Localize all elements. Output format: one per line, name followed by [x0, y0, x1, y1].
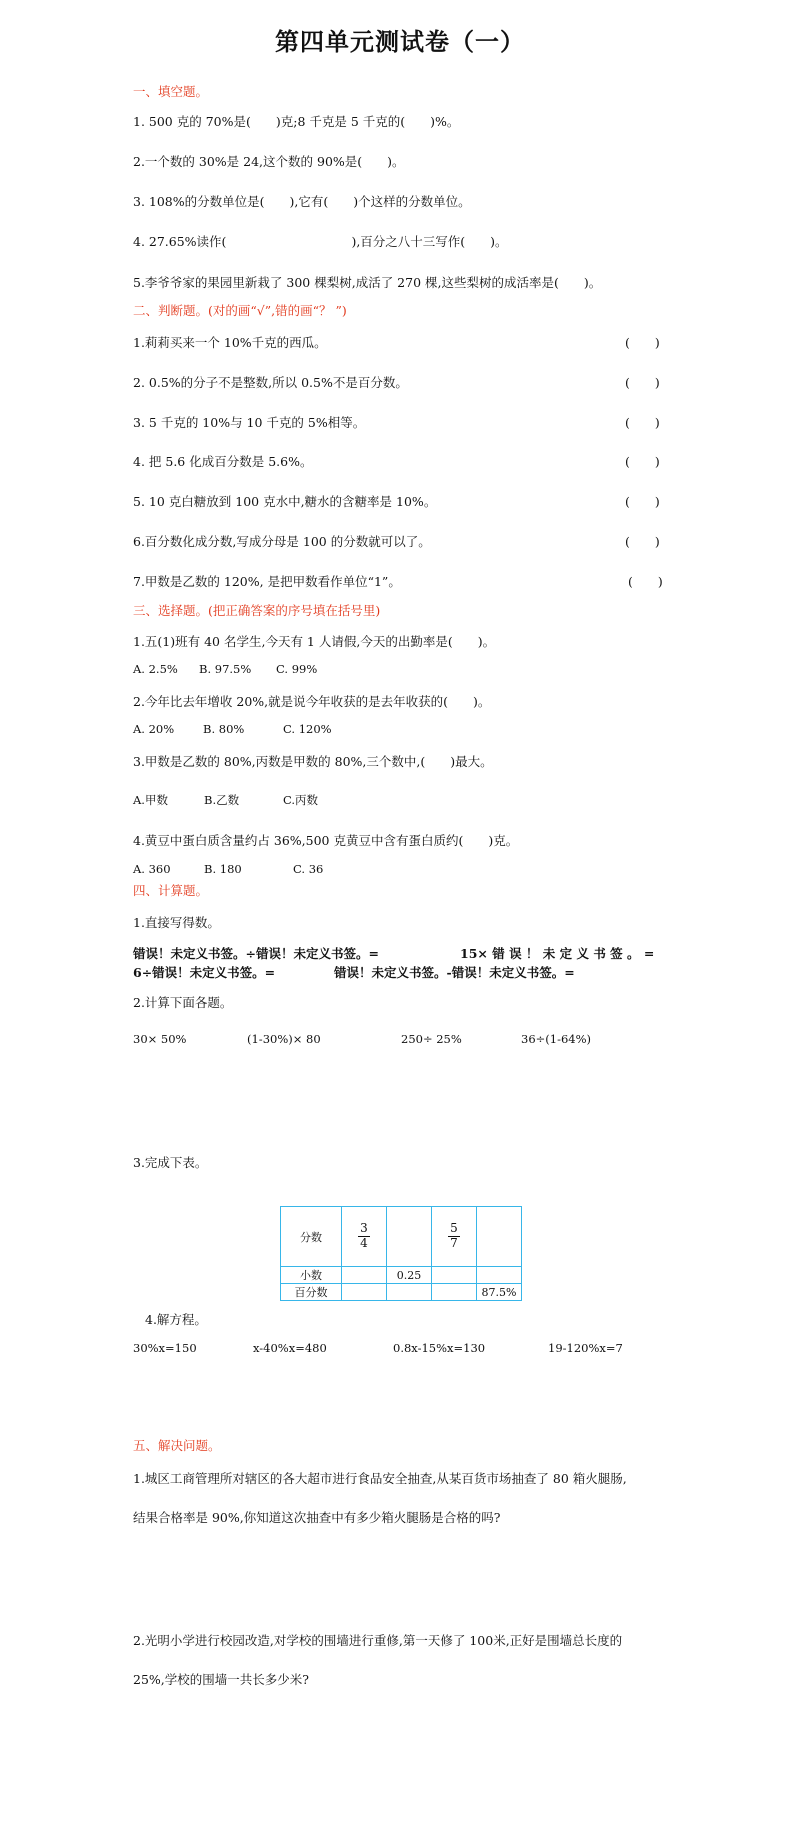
- page-title: 第四单元测试卷（一）: [275, 27, 525, 56]
- section-heading-problems: 五、解决问题。: [133, 1438, 221, 1453]
- fill-question-1: 1. 500 克的 70%是( )克;8 千克是 5 千克的( )%。: [133, 114, 460, 129]
- equation-1: 30%x=150: [133, 1341, 197, 1355]
- fraction-denominator: 7: [450, 1236, 458, 1250]
- judge-answer-bracket-1: ( ): [625, 335, 660, 350]
- calc-expression-4: 36÷(1-64%): [521, 1032, 592, 1046]
- calc-expression-2: (1-30%)× 80: [247, 1032, 321, 1046]
- judge-question-2: 2. 0.5%的分子不是整数,所以 0.5%不是百分数。: [133, 375, 408, 390]
- judge-question-7: 7.甲数是乙数的 120%, 是把甲数看作单位“1”。: [133, 574, 401, 589]
- choice-option-1a: A. 2.5%: [133, 662, 178, 676]
- fraction-denominator: 4: [360, 1236, 368, 1250]
- choice-option-4a: A. 360: [133, 862, 171, 876]
- table-cell: [342, 1207, 387, 1267]
- error-bookmark-text: 错误！未定义书签。-错误！未定义书签。=: [334, 965, 575, 980]
- judge-question-3: 3. 5 千克的 10%与 10 千克的 5%相等。: [133, 415, 366, 430]
- fill-question-3: 3. 108%的分数单位是( ),它有( )个这样的分数单位。: [133, 194, 471, 209]
- fill-question-4: 4. 27.65%读作( ),百分之八十三写作( )。: [133, 234, 508, 249]
- problem-1-line-1: 1.城区工商管理所对辖区的各大超市进行食品安全抽查,从某百货市场抽查了 80 箱火腿肠,: [133, 1471, 627, 1486]
- choice-option-2a: A. 20%: [133, 722, 175, 736]
- section-heading-judge: 二、判断题。(对的画“√”,错的画“？ ”): [133, 303, 347, 318]
- table-cell: [432, 1284, 477, 1301]
- table-cell: [432, 1207, 477, 1267]
- calc-question-4: 4.解方程。: [145, 1312, 207, 1327]
- section-heading-calc: 四、计算题。: [133, 883, 209, 898]
- table-cell: [477, 1267, 522, 1284]
- row-label-fraction: 分数: [281, 1207, 342, 1267]
- conversion-table: [280, 1206, 522, 1301]
- problem-1-line-2: 结果合格率是 90%,你知道这次抽查中有多少箱火腿肠是合格的吗?: [133, 1510, 501, 1525]
- table-row: [281, 1207, 522, 1267]
- table-cell: 87.5%: [477, 1284, 522, 1301]
- choice-option-3a: A.甲数: [133, 793, 168, 807]
- judge-answer-bracket-4: ( ): [625, 454, 660, 469]
- error-bookmark-text: 15× 错 误 ！ 未 定 义 书 签 。 =: [460, 946, 655, 961]
- choice-option-4c: C. 36: [293, 862, 324, 876]
- fill-question-5: 5.李爷爷家的果园里新栽了 300 棵梨树,成活了 270 棵,这些梨树的成活率是( )。: [133, 275, 602, 290]
- calc-question-1: 1.直接写得数。: [133, 915, 220, 930]
- equation-4: 19-120%x=7: [548, 1341, 623, 1355]
- fraction-five-sevenths: [448, 1222, 460, 1251]
- row-label-percent: 百分数: [281, 1284, 342, 1301]
- judge-answer-bracket-7: ( ): [628, 574, 663, 589]
- judge-question-6: 6.百分数化成分数,写成分母是 100 的分数就可以了。: [133, 534, 431, 549]
- equation-2: x-40%x=480: [253, 1341, 327, 1355]
- table-cell: [342, 1267, 387, 1284]
- choice-option-3c: C.丙数: [283, 793, 319, 807]
- choice-option-4b: B. 180: [204, 862, 242, 876]
- fraction-three-quarters: [358, 1222, 370, 1251]
- calc-question-3: 3.完成下表。: [133, 1155, 208, 1170]
- table-row: [281, 1284, 522, 1301]
- choice-option-3b: B.乙数: [204, 793, 240, 807]
- fraction-numerator: 5: [450, 1221, 458, 1236]
- table-cell: [477, 1207, 522, 1267]
- judge-answer-bracket-3: ( ): [625, 415, 660, 430]
- row-label-decimal: 小数: [281, 1267, 342, 1284]
- choice-question-4: 4.黄豆中蛋白质含量约占 36%,500 克黄豆中含有蛋白质约( )克。: [133, 833, 519, 848]
- fill-question-2: 2.一个数的 30%是 24,这个数的 90%是( )。: [133, 154, 405, 169]
- calc-question-2: 2.计算下面各题。: [133, 995, 233, 1010]
- choice-question-3: 3.甲数是乙数的 80%,丙数是甲数的 80%,三个数中,( )最大。: [133, 754, 493, 769]
- judge-question-5: 5. 10 克白糖放到 100 克水中,糖水的含糖率是 10%。: [133, 494, 437, 509]
- choice-option-2c: C. 120%: [283, 722, 332, 736]
- table-cell: 0.25: [387, 1267, 432, 1284]
- equation-3: 0.8x-15%x=130: [393, 1341, 486, 1355]
- table-cell: [432, 1267, 477, 1284]
- error-bookmark-text: 错误！未定义书签。÷错误！未定义书签。=: [133, 946, 379, 961]
- choice-option-1c: C. 99%: [276, 662, 318, 676]
- section-heading-fill: 一、填空题。: [133, 84, 209, 99]
- problem-2-line-2: 25%,学校的围墙一共长多少米?: [133, 1672, 309, 1687]
- table-row: [281, 1267, 522, 1284]
- table-cell: [342, 1284, 387, 1301]
- choice-option-2b: B. 80%: [203, 722, 245, 736]
- choice-option-1b: B. 97.5%: [199, 662, 252, 676]
- problem-2-line-1: 2.光明小学进行校园改造,对学校的围墙进行重修,第一天修了 100米,正好是围墙总长度的: [133, 1633, 623, 1648]
- section-heading-choice: 三、选择题。(把正确答案的序号填在括号里): [133, 603, 381, 618]
- calc-expression-3: 250÷ 25%: [401, 1032, 462, 1046]
- judge-answer-bracket-6: ( ): [625, 534, 660, 549]
- table-cell: [387, 1207, 432, 1267]
- judge-answer-bracket-5: ( ): [625, 494, 660, 509]
- judge-question-1: 1.莉莉买来一个 10%千克的西瓜。: [133, 335, 327, 350]
- choice-question-2: 2.今年比去年增收 20%,就是说今年收获的是去年收获的( )。: [133, 694, 491, 709]
- error-bookmark-text: 6÷错误！未定义书签。=: [133, 965, 276, 980]
- judge-question-4: 4. 把 5.6 化成百分数是 5.6%。: [133, 454, 313, 469]
- choice-question-1: 1.五(1)班有 40 名学生,今天有 1 人请假,今天的出勤率是( )。: [133, 634, 496, 649]
- fraction-numerator: 3: [360, 1221, 368, 1236]
- table-cell: [387, 1284, 432, 1301]
- calc-expression-1: 30× 50%: [133, 1032, 187, 1046]
- judge-answer-bracket-2: ( ): [625, 375, 660, 390]
